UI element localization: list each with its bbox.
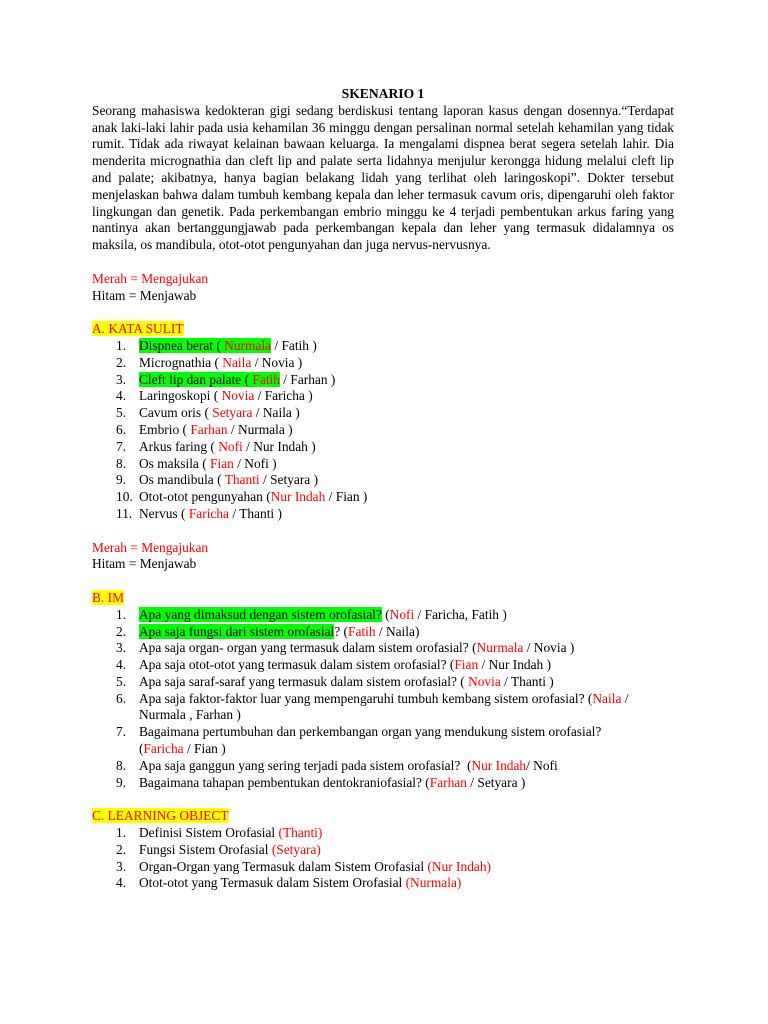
list-item: 5. Cavum oris ( Setyara / Naila ) <box>116 405 300 421</box>
assignee-name: (Thanti) <box>278 825 323 841</box>
assignee-name: (Nur Indah) <box>427 858 491 874</box>
objective-text: Fungsi Sistem Orofasial <box>139 841 269 857</box>
list-item <box>92 859 674 876</box>
section-b-heading: B. IM <box>92 589 124 605</box>
answerer-names: / Nofi <box>526 757 558 773</box>
question: Apa saja organ- organ yang termasuk dalam sistem orofasial? <box>139 640 469 656</box>
list-item: 9. Bagaimana tahapan pembentukan dentokraniofasial? (Farhan / Setyara ) <box>116 774 526 790</box>
item-number: 8. <box>116 455 127 471</box>
item-number: 8. <box>116 757 127 773</box>
list-item: 6. Apa saja faktor-faktor luar yang mempengaruhi tumbuh kembang sistem orofasial? (Naila / Nurmala , Farhan ) <box>116 690 632 723</box>
asker-name: Setyara <box>212 405 253 421</box>
question: Bagaimana pertumbuhan dan perkembangan organ yang mendukung sistem orofasial? <box>139 724 602 740</box>
answerer-names: / Setyara ) <box>466 774 526 790</box>
list-item <box>92 842 674 859</box>
term: Os maksila <box>139 455 199 471</box>
asker-name: Fatih <box>348 623 376 639</box>
list-item: 3. Cleft lip dan palate ( Fatih / Farhan ) <box>116 371 336 387</box>
legend-red-2: Merah = Mengajukan <box>92 539 209 555</box>
assignee-name: (Nurmala) <box>405 875 462 891</box>
section-c-heading: C. LEARNING OBJECT <box>92 808 229 824</box>
asker-name: Fian <box>210 455 234 471</box>
asker-name: Fian <box>454 657 479 673</box>
list-item: 2. Micrognathia ( Naila / Novia ) <box>116 354 303 370</box>
document-page <box>92 86 674 892</box>
term: Otot-otot pengunyahan <box>139 489 263 505</box>
answerer-names: / Thanti ) <box>500 673 554 689</box>
item-number: 6. <box>116 421 127 437</box>
answerer-name: Nur Indah <box>253 438 308 454</box>
asker-name: Faricha <box>143 741 184 757</box>
item-number: 9. <box>116 472 127 488</box>
term: Dispnea berat <box>139 337 213 353</box>
list-item: 8. Apa saja ganggun yang sering terjadi pada sistem orofasial? (Nur Indah/ Nofi <box>116 757 558 773</box>
list-item: 3. Apa saja organ- organ yang termasuk dalam sistem orofasial? (Nurmala / Novia ) <box>116 640 575 656</box>
answerer-name: Thanti <box>239 505 275 521</box>
list-item: 10. Otot-otot pengunyahan (Nur Indah / Fian ) <box>116 489 368 505</box>
question: Apa saja saraf-saraf yang termasuk dalam sistem orofasial? <box>139 673 457 689</box>
answerer-name: Farhan <box>290 371 328 387</box>
item-number: 4. <box>116 657 127 673</box>
asker-name: Thanti <box>224 472 260 488</box>
list-item: 4. Apa saja otot-otot yang termasuk dalam sistem orofasial? (Fian / Nur Indah ) <box>116 657 552 673</box>
answerer-names: / Nur Indah ) <box>478 657 552 673</box>
asker-name: Novia <box>468 673 501 689</box>
item-number: 2. <box>116 623 127 639</box>
item-number: 4. <box>116 388 127 404</box>
answerer-name: Fian <box>335 489 360 505</box>
list-item: 9. Os mandibula ( Thanti / Setyara ) <box>116 472 319 488</box>
asker-name: Novia <box>221 388 255 404</box>
learning-object-list <box>92 825 674 892</box>
list-item: 4. Laringoskopi ( Novia / Faricha ) <box>116 388 313 404</box>
answerer-names: / Fian ) <box>183 741 226 757</box>
term: Os mandibula <box>139 472 214 488</box>
answerer-name: Nurmala <box>237 421 285 437</box>
item-number: 2. <box>116 841 127 857</box>
item-number: 10. <box>116 489 133 505</box>
question: Bagaimana tahapan pembentukan dentokraniofasial? <box>139 774 422 790</box>
asker-name: Nofi <box>389 606 415 622</box>
document-title: SKENARIO 1 <box>341 86 425 101</box>
term: Arkus faring <box>139 438 208 454</box>
list-item: 11. Nervus ( Faricha / Thanti ) <box>116 505 282 521</box>
asker-name: Fatih <box>252 371 280 387</box>
item-number: 1. <box>116 825 127 841</box>
item-number: 6. <box>116 690 127 706</box>
term: Cleft lip dan palate <box>139 371 242 387</box>
item-number: 1. <box>116 606 127 622</box>
item-number: 5. <box>116 673 127 689</box>
list-item: 1. Dispnea berat ( Nurmala / Fatih ) <box>116 337 317 353</box>
item-number: 4. <box>116 875 127 891</box>
answerer-names: / Faricha, Fatih ) <box>414 606 507 622</box>
asker-name: Nofi <box>218 438 243 454</box>
list-item <box>92 875 674 892</box>
list-item: 6. Embrio ( Farhan / Nurmala ) <box>116 421 293 437</box>
answerer-names: / Novia ) <box>523 640 575 656</box>
asker-name: Farhan <box>429 774 467 790</box>
answerer-name: Novia <box>261 354 295 370</box>
answerer-name: Faricha <box>264 388 305 404</box>
asker-name: Nurmala <box>476 640 524 656</box>
scenario-paragraph: Seorang mahasiswa kedokteran gigi sedang berdiskusi tentang laporan kasus dengan dosennya.“Terdapat anak laki-laki lahir pada usia kehamilan 36 minggu dengan persalinan normal setelah kehamilan yang tidak rumit. Tidak ada riwayat kelainan bawaan keluarga. Ia mengalami dispnea berat segera setelah lahir. Dia menderita micrognathia dan cleft lip and palate serta lidahnya menjulur kerongga hidung melalui cleft lip and palate; akibatnya, hanya bagian belakang lidah yang terlihat oleh laringoskopi”. Dokter tersebut menjelaskan bahwa dalam tumbuh kembang kepala dan leher termasuk cavum oris, dipengaruhi oleh faktor lingkungan dan genetik. Pada perkembangan embrio minggu ke 4 terjadi pembentukan arkus faring yang nantinya akan bertanggungjawab pada perkembangan kepala dan leher yang termasuk didalamnya os maksila, os mandibula, otot-otot pengunyahan dan juga nervus-nervusnya. <box>92 102 674 253</box>
highlighted-term: Dispnea berat ( Nurmala <box>139 337 272 353</box>
answerer-name: Naila <box>262 405 292 421</box>
item-number: 1. <box>116 337 127 353</box>
answerer-name: Fatih <box>281 337 309 353</box>
list-item <box>92 825 674 842</box>
legend-black-2: Hitam = Menjawab <box>92 556 197 572</box>
answerer-names: / Nurmala , Farhan ) <box>139 690 632 723</box>
question: Apa saja otot-otot yang termasuk dalam sistem orofasial? <box>139 657 447 673</box>
question: Apa saja fungsi dari sistem orofasial <box>139 623 335 639</box>
term: Embrio <box>139 421 180 437</box>
list-item: 7. Arkus faring ( Nofi / Nur Indah ) <box>116 438 316 454</box>
im-list <box>92 607 674 792</box>
kata-sulit-list <box>92 338 674 523</box>
item-number: 9. <box>116 774 127 790</box>
objective-text: Definisi Sistem Orofasial <box>139 825 276 841</box>
item-number: 3. <box>116 858 127 874</box>
objective-text: Organ-Organ yang Termasuk dalam Sistem Orofasial <box>139 858 425 874</box>
term: Cavum oris <box>139 405 202 421</box>
asker-name: Faricha <box>188 505 229 521</box>
question: Apa saja ganggun yang sering terjadi pada sistem orofasial? <box>139 757 461 773</box>
assignee-name: (Setyara) <box>271 841 321 857</box>
term: Laringoskopi <box>139 388 211 404</box>
asker-name: Nurmala <box>224 337 272 353</box>
answerer-name: Setyara <box>270 472 311 488</box>
section-a-heading: A. KATA SULIT <box>92 321 184 337</box>
answerer-names: / Naila) <box>375 623 420 639</box>
list-item: 5. Apa saja saraf-saraf yang termasuk dalam sistem orofasial? ( Novia / Thanti ) <box>116 673 554 689</box>
item-number: 3. <box>116 371 127 387</box>
asker-name: Naila <box>222 354 252 370</box>
objective-text: Otot-otot yang Termasuk dalam Sistem Orofasial <box>139 875 403 891</box>
legend-black: Hitam = Menjawab <box>92 287 197 303</box>
question: Apa yang dimaksud dengan sistem orofasial? <box>139 606 382 622</box>
item-number: 7. <box>116 724 127 740</box>
asker-name: Farhan <box>190 421 228 437</box>
list-item: 1. Apa yang dimaksud dengan sistem orofasial? (Nofi / Faricha, Fatih ) <box>116 606 507 622</box>
question: Apa saja faktor-faktor luar yang mempengaruhi tumbuh kembang sistem orofasial? <box>139 690 585 706</box>
item-number: 3. <box>116 640 127 656</box>
asker-name: Nur Indah <box>270 489 326 505</box>
answerer-name: Nofi <box>244 455 269 471</box>
item-number: 11. <box>116 505 133 521</box>
item-number: 7. <box>116 438 127 454</box>
term: Nervus <box>139 505 178 521</box>
list-item: 2. Apa saja fungsi dari sistem orofasial? (Fatih / Naila) <box>116 623 420 639</box>
highlighted-term: Cleft lip dan palate ( Fatih <box>139 371 280 387</box>
term: Micrognathia <box>139 354 212 370</box>
item-number: 5. <box>116 405 127 421</box>
list-item: 7. Bagaimana pertumbuhan dan perkembangan organ yang mendukung sistem orofasial? (Faricha / Fian ) <box>116 724 635 757</box>
item-number: 2. <box>116 354 127 370</box>
list-item: 8. Os maksila ( Fian / Nofi ) <box>116 455 277 471</box>
legend-red: Merah = Mengajukan <box>92 270 209 286</box>
asker-name: Nur Indah <box>471 757 527 773</box>
asker-name: Naila <box>592 690 622 706</box>
